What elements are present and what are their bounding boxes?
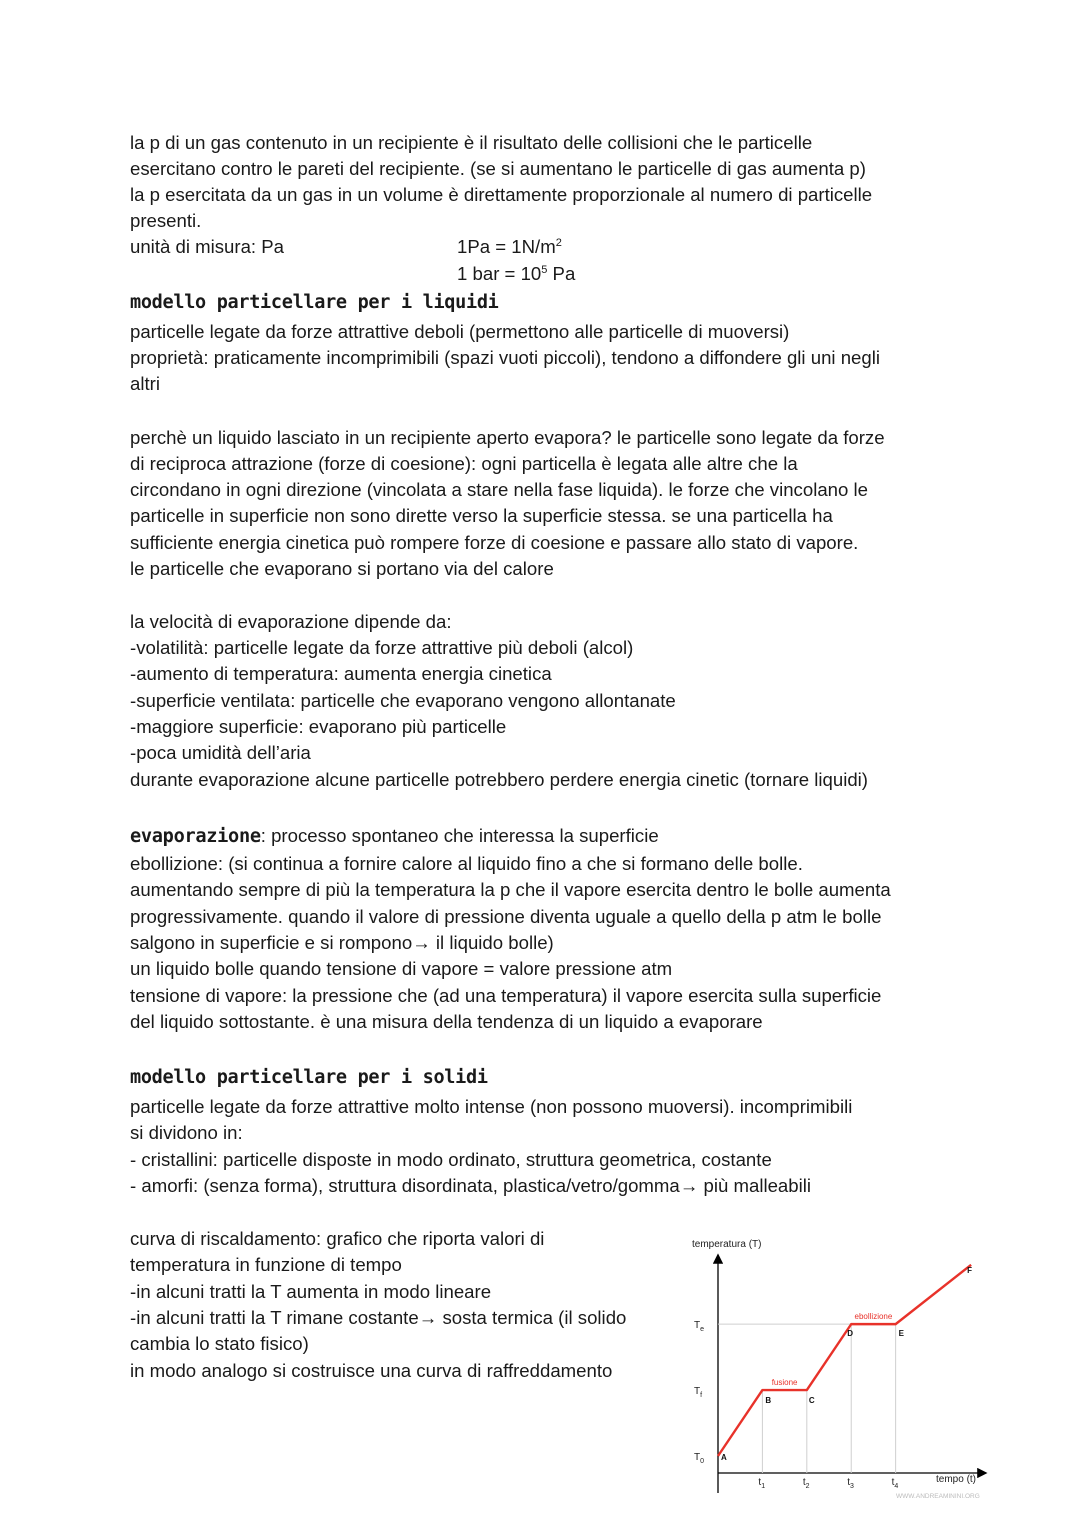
point-label-e: E — [898, 1329, 904, 1339]
y-tick-label: $T_f$ — [694, 1386, 703, 1400]
annotation-label: fusione — [771, 1378, 798, 1388]
text-line: un liquido bolle quando tensione di vapore = valore pressione atm — [130, 958, 673, 979]
text-line: progressivamente. quando il valore di pressione diventa uguale a quello della p atm le bolle — [130, 906, 882, 927]
liquids-heading: modello particellare per i liquidi — [130, 292, 499, 313]
point-label-a: A — [721, 1453, 727, 1462]
text-line: la velocità di evaporazione dipende da: — [130, 611, 452, 632]
text-line: cambia lo stato fisico) — [130, 1333, 309, 1354]
text-line: particelle in superficie non sono dirette verso la superficie stessa. se una particella ha — [130, 505, 833, 526]
text-line: sufficiente energia cinetica può rompere forze di coesione e passare allo stato di vapore. — [130, 532, 859, 553]
text-line: salgono in superficie e si rompono→ il liquido bolle) — [130, 932, 554, 953]
point-label-b: B — [765, 1396, 772, 1406]
text-line: curva di riscaldamento: grafico che riporta valori di — [130, 1228, 545, 1249]
text-line: temperatura in funzione di tempo — [130, 1254, 402, 1275]
list-item: -maggiore superficie: evaporano più particelle — [130, 716, 507, 737]
point-labels — [721, 1266, 972, 1462]
x-tick-label: $t_2$ — [802, 1477, 810, 1490]
list-item: -volatilità: particelle legate da forze attrattive più deboli (alcol) — [130, 637, 634, 658]
text-line: le particelle che evaporano si portano via del calore — [130, 558, 554, 579]
text-line: in modo analogo si costruisce una curva di raffreddamento — [130, 1360, 613, 1381]
list-item: -superficie ventilata: particelle che evaporano vengono allontanate — [130, 690, 676, 711]
unit-label: unità di misura: Pa — [130, 236, 284, 257]
text-line: si dividono in: — [130, 1122, 243, 1143]
point-label-c: C — [808, 1396, 815, 1406]
text-line: proprietà: praticamente incomprimibili (spazi vuoti piccoli), tendono a diffondere gli uni negli — [130, 347, 880, 368]
text-line: durante evaporazione alcune particelle potrebbero perdere energia cinetic (tornare liquidi) — [130, 769, 869, 790]
bar-formula: 1 bar = $10^5$ Pa — [457, 263, 576, 284]
text-line: ebollizione: (si continua a fornire calore al liquido fino a che si formano delle bolle. — [130, 853, 803, 874]
guide-lines — [718, 1324, 896, 1473]
y-axis-label: temperatura (T) — [692, 1239, 762, 1250]
point-label-d: D — [847, 1329, 854, 1339]
text-line: del liquido sottostante. è una misura della tendenza di un liquido a evaporare — [130, 1011, 763, 1032]
list-item: -poca umidità dell’aria — [130, 742, 311, 763]
text-line: circondano in ogni direzione (vincolata a stare nella fase liquida). le forze che vincolano le — [130, 479, 868, 500]
x-tick-label: $t_3$ — [847, 1477, 854, 1490]
list-item: - cristallini: particelle disposte in modo ordinato, struttura geometrica, costante — [130, 1149, 772, 1170]
point-label-f: F — [967, 1265, 973, 1275]
text-line: di reciproca attrazione (forze di coesione): ogni particella è legata alle altre che la — [130, 453, 798, 474]
text-line: altri — [130, 373, 160, 394]
text-line: particelle legate da forze attrattive deboli (permettono alle particelle di muoversi) — [130, 321, 790, 342]
text-line: la p esercitata da un gas in un volume è direttamente proporzionale al numero di particelle — [130, 184, 873, 205]
text-line: particelle legate da forze attrattive molto intense (non possono muoversi). incomprimibili — [130, 1096, 853, 1117]
heating-curve-chart — [680, 1228, 1010, 1503]
series-line — [718, 1265, 971, 1456]
text-line: la p di un gas contenuto in un recipiente è il risultato delle collisioni che le particelle — [130, 132, 813, 153]
y-tick-label: $T_e$ — [694, 1320, 705, 1334]
list-item: -in alcuni tratti la T aumenta in modo lineare — [130, 1281, 492, 1302]
list-item: -in alcuni tratti la T rimane costante→ sosta termica (il solido — [130, 1307, 627, 1328]
x-tick-label: $t_4$ — [891, 1477, 899, 1490]
text-line: esercitano contro le pareti del recipiente. (se si aumentano le particelle di gas aumenta p) — [130, 158, 866, 179]
text-line: presenti. — [130, 210, 202, 231]
text-line: tensione di vapore: la pressione che (ad una temperatura) il vapore esercita sulla superficie — [130, 985, 882, 1006]
evaporation-keyword: evaporazione — [130, 826, 261, 847]
text-line: perchè un liquido lasciato in un recipiente aperto evapora? le particelle sono legate da forze — [130, 427, 885, 448]
y-tick-label: $T_0$ — [694, 1452, 705, 1465]
evaporation-definition: evaporazione: processo spontaneo che interessa la superficie — [130, 825, 659, 847]
x-tick-label: $t_1$ — [758, 1477, 766, 1490]
x-ticks — [758, 1477, 898, 1490]
pascal-formula: $1Pa = 1N/m^2$ — [457, 236, 562, 257]
x-axis-label: tempo (t) — [936, 1474, 977, 1485]
y-ticks — [694, 1320, 704, 1465]
watermark: WWW.ANDREAMININI.ORG — [896, 1493, 980, 1500]
text-line: aumentando sempre di più la temperatura la p che il vapore esercita dentro le bolle aumenta — [130, 879, 891, 900]
annotation-label: ebollizione — [854, 1312, 893, 1322]
list-item: -aumento di temperatura: aumenta energia cinetica — [130, 663, 552, 684]
solids-heading: modello particellare per i solidi — [130, 1067, 488, 1088]
list-item: - amorfi: (senza forma), struttura disordinata, plastica/vetro/gomma→ più malleabili — [130, 1175, 811, 1196]
